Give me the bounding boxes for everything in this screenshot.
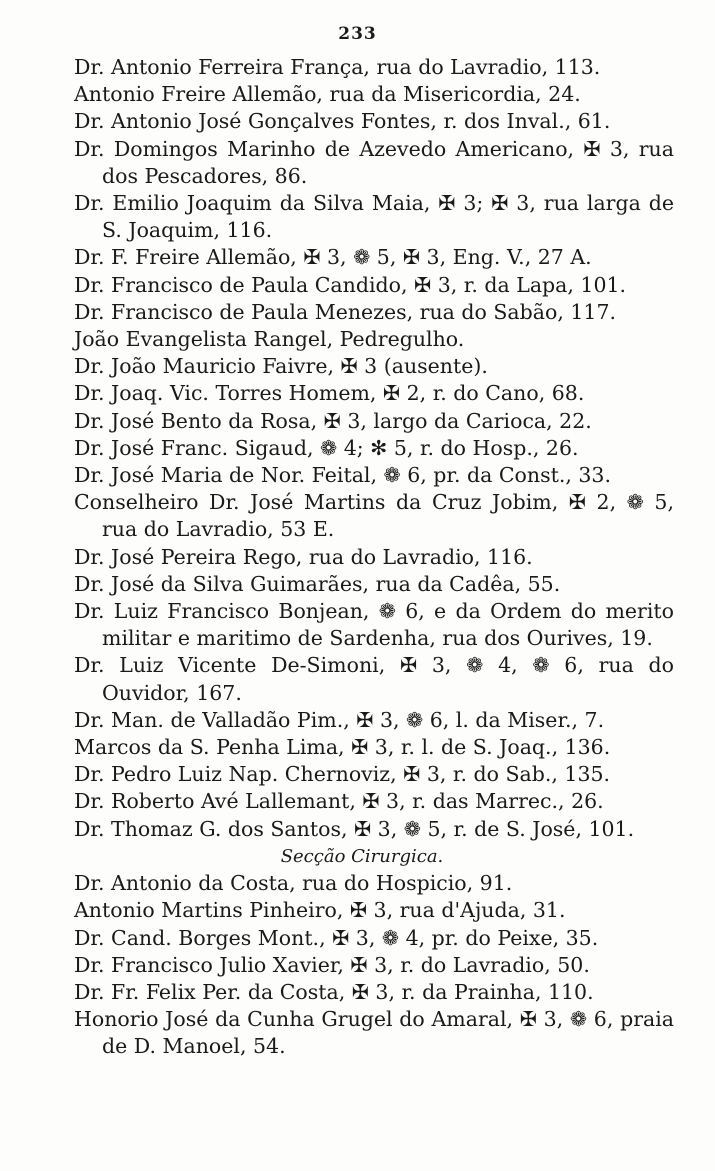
list-item: Antonio Martins Pinheiro, ✠ 3, rua d'Ajuda, 31. [74, 898, 566, 923]
list-item: Dr. Fr. Felix Per. da Costa, ✠ 3, r. da Prainha, 110. [74, 979, 594, 1004]
list-item: Dr. João Mauricio Faivre, ✠ 3 (ausente). [74, 354, 488, 379]
entry-list [74, 54, 674, 1061]
list-item: Honorio José da Cunha Grugel do Amaral, ✠ 3, ❁ 6, praia de D. Manoel, 54. [74, 1007, 674, 1059]
list-item: Dr. Man. de Valladão Pim., ✠ 3, ❁ 6, l. da Miser., 7. [74, 707, 605, 732]
list-item: Dr. Domingos Marinho de Azevedo Americano, ✠ 3, rua dos Pescadores, 86. [74, 136, 674, 188]
section-heading: Secção Cirurgica. [280, 845, 444, 867]
list-item: Dr. Emilio Joaquim da Silva Maia, ✠ 3; ✠ 3, rua larga de S. Joaquim, 116. [74, 191, 674, 243]
list-item: Dr. Cand. Borges Mont., ✠ 3, ❁ 4, pr. do Peixe, 35. [74, 925, 599, 950]
list-item: Dr. Francisco de Paula Candido, ✠ 3, r. da Lapa, 101. [74, 272, 627, 297]
page-number: 233 [338, 24, 377, 44]
list-item: Dr. José Bento da Rosa, ✠ 3, largo da Carioca, 22. [74, 408, 592, 433]
list-item: Dr. Roberto Avé Lallemant, ✠ 3, r. das Marrec., 26. [74, 789, 604, 814]
list-item: Conselheiro Dr. José Martins da Cruz Jobim, ✠ 2, ❁ 5, rua do Lavradio, 53 E. [74, 490, 674, 542]
list-item: Dr. F. Freire Allemão, ✠ 3, ❁ 5, ✠ 3, Eng. V., 27 A. [74, 245, 592, 270]
list-item: Dr. Antonio Ferreira França, rua do Lavradio, 113. [74, 55, 601, 79]
list-item: Dr. Luiz Vicente De-Simoni, ✠ 3, ❁ 4, ❁ 6, rua do Ouvidor, 167. [74, 653, 674, 705]
list-item: Dr. Antonio da Costa, rua do Hospicio, 91. [74, 871, 513, 896]
list-item: Dr. Thomaz G. dos Santos, ✠ 3, ❁ 5, r. de S. José, 101. [74, 816, 635, 841]
list-item: Dr. Francisco de Paula Menezes, rua do Sabão, 117. [74, 299, 617, 324]
list-item: Dr. José Pereira Rego, rua do Lavradio, 116. [74, 544, 533, 569]
list-item: Dr. Luiz Francisco Bonjean, ❁ 6, e da Ordem do merito militar e maritimo de Sardenha, rua dos Ourives, 19. [74, 599, 674, 651]
list-item: Dr. Pedro Luiz Nap. Chernoviz, ✠ 3, r. do Sab., 135. [74, 762, 611, 787]
list-item: Dr. José Maria de Nor. Feital, ❁ 6, pr. da Const., 33. [74, 463, 611, 488]
list-item: João Evangelista Rangel, Pedregulho. [74, 327, 465, 352]
list-item: Dr. Francisco Julio Xavier, ✠ 3, r. do Lavradio, 50. [74, 952, 590, 977]
list-item: Antonio Freire Allemão, rua da Misericordia, 24. [74, 82, 581, 107]
list-item: Dr. José Franc. Sigaud, ❁ 4; ✻ 5, r. do Hosp., 26. [74, 435, 579, 460]
list-item: Dr. José da Silva Guimarães, rua da Cadêa, 55. [74, 571, 561, 596]
list-item: Dr. Antonio José Gonçalves Fontes, r. dos Inval., 61. [74, 109, 611, 134]
list-item: Marcos da S. Penha Lima, ✠ 3, r. l. de S. Joaq., 136. [74, 735, 611, 760]
list-item: Dr. Joaq. Vic. Torres Homem, ✠ 2, r. do Cano, 68. [74, 381, 585, 406]
